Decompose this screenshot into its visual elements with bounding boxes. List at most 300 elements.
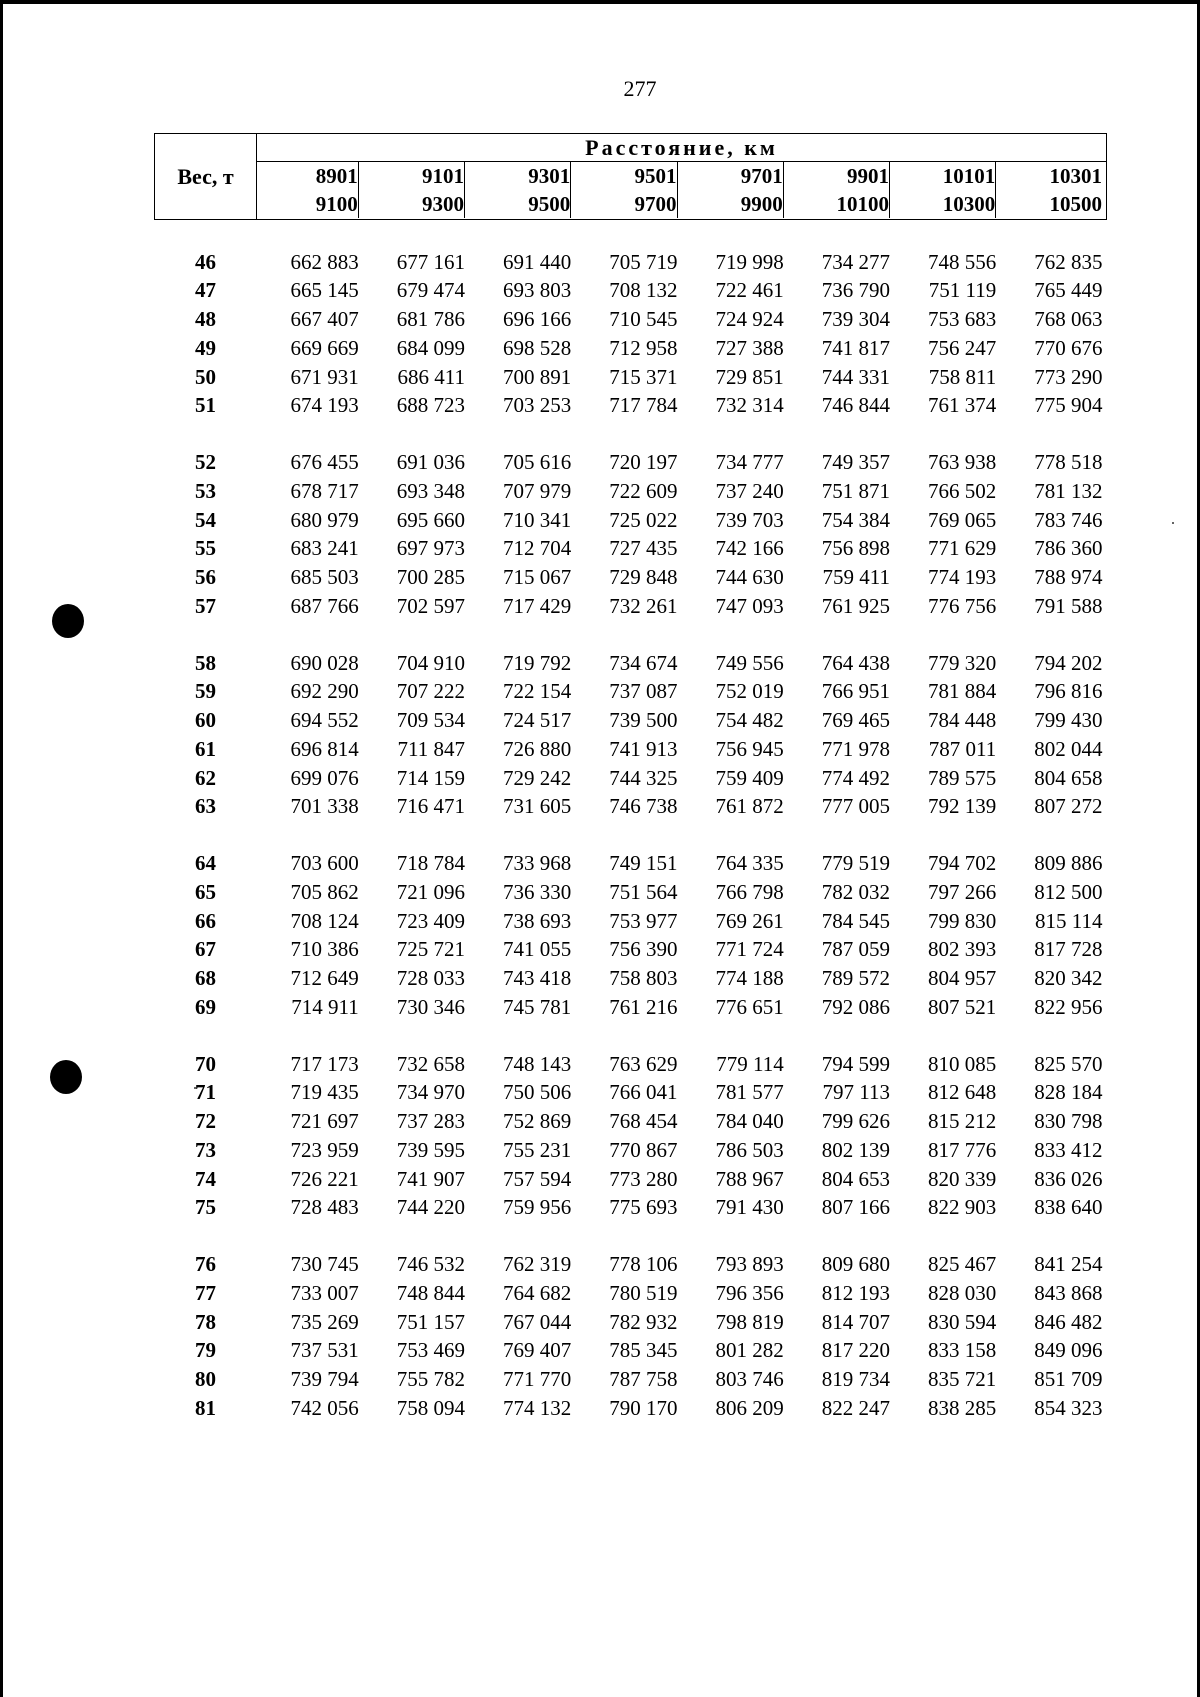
scan-speck (1172, 522, 1174, 524)
table-row (155, 649, 1107, 678)
tariff-cell: 748 143 (503, 1051, 572, 1076)
range-to: 9300 (363, 190, 465, 218)
weight-cell: 74 (195, 1166, 216, 1191)
tariff-cell: 822 247 (821, 1395, 890, 1420)
distance-range-header (257, 162, 363, 220)
tariff-cell: 728 033 (396, 966, 465, 990)
tariff-cell: 768 454 (609, 1109, 678, 1133)
tariff-cell: 807 166 (821, 1195, 890, 1220)
tariff-cell: 799 626 (821, 1109, 890, 1133)
tariff-cell: 734 777 (715, 450, 784, 474)
tariff-cell: 796 816 (1034, 679, 1103, 704)
tariff-cell: 676 455 (290, 450, 359, 474)
weight-cell: 76 (195, 1252, 216, 1276)
tariff-cell: 694 552 (290, 708, 359, 732)
tariff-cell: 825 467 (928, 1252, 997, 1276)
tariff-cell: 730 346 (396, 994, 465, 1019)
tariff-cell: 680 979 (290, 507, 359, 532)
tariff-cell: 729 851 (715, 364, 784, 389)
tariff-cell: 717 784 (609, 393, 678, 418)
range-to: 10100 (788, 190, 890, 218)
tariff-cell: 766 951 (821, 679, 890, 704)
tariff-cell: 758 803 (609, 966, 678, 990)
tariff-cell: 699 076 (290, 765, 359, 790)
tariff-cell: 733 968 (503, 851, 572, 875)
tariff-cell: 784 545 (821, 908, 890, 933)
tariff-cell: 817 776 (928, 1137, 997, 1162)
tariff-cell: 671 931 (290, 364, 359, 389)
tariff-cell: 761 872 (715, 794, 784, 819)
tariff-cell: 746 532 (396, 1252, 465, 1276)
tariff-cell: 749 151 (609, 851, 678, 875)
tariff-cell: 677 161 (396, 249, 465, 274)
tariff-cell: 742 166 (715, 536, 784, 561)
tariff-cell: 774 492 (821, 765, 890, 790)
tariff-cell: 789 575 (928, 765, 997, 790)
tariff-cell: 774 188 (715, 966, 784, 990)
tariff-cell: 838 285 (928, 1395, 997, 1420)
tariff-cell: 693 803 (503, 278, 572, 303)
tariff-cell: 771 724 (715, 937, 784, 962)
tariff-cell: 751 871 (821, 478, 890, 503)
distance-range-header (363, 162, 469, 220)
tariff-cell: 748 556 (928, 249, 997, 274)
tariff-cell: 794 202 (1034, 650, 1103, 675)
tariff-cell: 788 974 (1034, 565, 1103, 589)
tariff-table (154, 133, 1107, 1423)
weight-column-header: Вес, т (155, 134, 257, 220)
tariff-cell: 691 440 (503, 249, 572, 274)
table-row (155, 706, 1107, 735)
table-row (155, 1050, 1107, 1079)
tariff-cell: 753 469 (396, 1338, 465, 1363)
row-spacer (155, 821, 1107, 849)
tariff-cell: 794 599 (821, 1051, 890, 1076)
tariff-cell: 771 978 (821, 736, 890, 761)
tariff-cell: 763 629 (609, 1051, 678, 1076)
tariff-cell: 751 564 (609, 879, 678, 904)
tariff-cell: 825 570 (1034, 1051, 1103, 1076)
tariff-cell: 721 096 (396, 879, 465, 904)
tariff-cell: 759 956 (503, 1195, 572, 1220)
tariff-cell: 776 756 (928, 593, 997, 618)
tariff-cell: 761 374 (928, 393, 997, 418)
tariff-cell: 734 970 (396, 1080, 465, 1105)
tariff-cell: 758 811 (928, 364, 997, 389)
tariff-cell: 741 907 (396, 1166, 465, 1191)
tariff-cell: 758 094 (396, 1395, 465, 1420)
tariff-cell: 752 869 (503, 1109, 572, 1133)
tariff-cell: 722 609 (609, 478, 678, 503)
tariff-cell: 791 430 (715, 1195, 784, 1220)
tariff-cell: 712 958 (609, 335, 678, 360)
tariff-cell: 804 658 (1034, 765, 1103, 790)
tariff-cell: 771 770 (503, 1367, 572, 1391)
table-row (155, 448, 1107, 477)
tariff-cell: 785 345 (609, 1338, 678, 1363)
tariff-cell: 715 371 (609, 364, 678, 389)
tariff-cell: 724 924 (715, 307, 784, 331)
tariff-cell: 782 032 (821, 879, 890, 904)
tariff-cell: 793 893 (715, 1252, 784, 1276)
tariff-cell: 788 967 (715, 1166, 784, 1191)
tariff-cell: 722 154 (503, 679, 572, 704)
table-row (155, 964, 1107, 993)
range-from: 9501 (575, 162, 677, 190)
tariff-cell: 727 435 (609, 536, 678, 561)
table-row (155, 1308, 1107, 1337)
tariff-cell: 751 157 (396, 1309, 465, 1334)
tariff-cell: 701 338 (290, 794, 359, 819)
tariff-cell: 719 435 (290, 1080, 359, 1105)
row-spacer (155, 420, 1107, 448)
distance-header: Расстояние, км (257, 134, 1107, 162)
tariff-cell: 748 844 (396, 1280, 465, 1305)
tariff-cell: 769 261 (715, 908, 784, 933)
weight-cell: 56 (195, 565, 216, 589)
tariff-cell: 807 521 (928, 994, 997, 1019)
tariff-cell: 807 272 (1034, 794, 1103, 819)
tariff-cell: 769 065 (928, 507, 997, 532)
tariff-cell: 787 059 (821, 937, 890, 962)
tariff-cell: 716 471 (396, 794, 465, 819)
tariff-cell: 802 393 (928, 937, 997, 962)
weight-cell: 54 (195, 507, 216, 532)
tariff-cell: 836 026 (1034, 1166, 1103, 1191)
tariff-cell: 759 411 (822, 565, 890, 589)
tariff-cell: 851 709 (1034, 1367, 1103, 1391)
range-from: 9101 (363, 162, 465, 190)
table-row (155, 534, 1107, 563)
tariff-cell: 727 388 (715, 335, 784, 360)
tariff-cell: 835 721 (928, 1367, 997, 1391)
tariff-cell: 820 339 (928, 1166, 997, 1191)
tariff-cell: 763 938 (928, 450, 997, 474)
tariff-cell: 812 648 (928, 1080, 997, 1105)
weight-cell: 66 (195, 908, 216, 933)
punch-hole (50, 1060, 82, 1094)
tariff-cell: 770 867 (609, 1137, 678, 1162)
tariff-cell: 767 044 (503, 1309, 572, 1334)
tariff-cell: 730 745 (290, 1252, 359, 1276)
tariff-cell: 709 534 (396, 708, 465, 732)
tariff-cell: 703 253 (503, 393, 572, 418)
weight-cell: 63 (195, 794, 216, 819)
weight-cell: 47 (195, 278, 216, 303)
weight-cell: 64 (195, 851, 216, 875)
tariff-cell: 812 193 (821, 1280, 890, 1305)
row-spacer (155, 1022, 1107, 1050)
tariff-cell: 794 702 (928, 851, 997, 875)
tariff-cell: 744 630 (715, 565, 784, 589)
tariff-cell: 754 384 (821, 507, 890, 532)
tariff-cell: 726 880 (503, 736, 572, 761)
tariff-cell: 789 572 (821, 966, 890, 990)
weight-cell: 51 (195, 393, 216, 418)
tariff-cell: 833 158 (928, 1338, 997, 1363)
table-row (155, 1078, 1107, 1107)
tariff-cell: 764 682 (503, 1280, 572, 1305)
tariff-cell: 819 734 (821, 1367, 890, 1391)
tariff-cell: 755 782 (396, 1367, 465, 1391)
tariff-cell: 698 528 (503, 335, 572, 360)
tariff-cell: 662 883 (290, 249, 359, 274)
distance-range-header (894, 162, 1000, 220)
distance-range-header (469, 162, 575, 220)
distance-range-header (788, 162, 894, 220)
tariff-cell: 736 790 (821, 278, 890, 303)
tariff-cell: 790 170 (609, 1395, 678, 1420)
tariff-cell: 681 786 (396, 307, 465, 331)
weight-cell: 46 (195, 249, 216, 274)
table-row (155, 592, 1107, 621)
tariff-cell: 746 844 (821, 393, 890, 418)
tariff-cell: 846 482 (1034, 1309, 1103, 1334)
tariff-cell: 734 674 (609, 650, 678, 675)
scan-border-left (0, 0, 3, 1697)
tariff-cell: 744 220 (396, 1195, 465, 1220)
tariff-cell: 815 114 (1035, 908, 1103, 933)
tariff-cell: 780 519 (609, 1280, 678, 1305)
tariff-cell: 817 220 (821, 1338, 890, 1363)
weight-cell: 77 (195, 1280, 216, 1305)
tariff-cell: 731 605 (503, 794, 572, 819)
tariff-cell: 724 517 (503, 708, 572, 732)
tariff-cell: 723 409 (396, 908, 465, 933)
tariff-cell: 830 594 (928, 1309, 997, 1334)
tariff-cell: 810 085 (928, 1051, 997, 1076)
tariff-cell: 775 904 (1034, 393, 1103, 418)
weight-cell: 72 (195, 1109, 216, 1133)
tariff-cell: 700 891 (503, 364, 572, 389)
tariff-cell: 817 728 (1034, 937, 1103, 962)
tariff-cell: 707 222 (396, 679, 465, 704)
tariff-cell: 841 254 (1034, 1252, 1103, 1276)
tariff-cell: 822 903 (928, 1195, 997, 1220)
tariff-cell: 744 331 (821, 364, 890, 389)
tariff-cell: 770 676 (1034, 335, 1103, 360)
tariff-cell: 843 868 (1034, 1280, 1103, 1305)
distance-range-header (682, 162, 788, 220)
table-row (155, 248, 1107, 277)
tariff-cell: 726 221 (290, 1166, 359, 1191)
tariff-cell: 739 595 (396, 1137, 465, 1162)
weight-cell: 71 (195, 1080, 216, 1105)
tariff-cell: 732 314 (715, 393, 784, 418)
tariff-cell: 778 518 (1034, 450, 1103, 474)
table-row (155, 764, 1107, 793)
table-row (155, 1394, 1107, 1423)
table-row (155, 305, 1107, 334)
tariff-cell: 791 588 (1034, 593, 1103, 618)
distance-range-header (1000, 162, 1106, 220)
tariff-cell: 691 036 (396, 450, 465, 474)
tariff-cell: 781 132 (1034, 478, 1103, 503)
table-row (155, 849, 1107, 878)
tariff-cell: 746 738 (609, 794, 678, 819)
tariff-cell: 745 781 (503, 994, 572, 1019)
tariff-cell: 720 197 (609, 450, 678, 474)
tariff-cell: 754 482 (715, 708, 784, 732)
row-spacer (155, 621, 1107, 649)
tariff-cell: 741 817 (821, 335, 890, 360)
tariff-cell: 784 448 (928, 708, 997, 732)
tariff-cell: 803 746 (715, 1367, 784, 1391)
weight-cell: 48 (195, 307, 216, 331)
table-row (155, 677, 1107, 706)
tariff-cell: 739 500 (609, 708, 678, 732)
tariff-cell: 786 503 (715, 1137, 784, 1162)
weight-cell: 67 (195, 937, 216, 962)
tariff-cell: 761 925 (821, 593, 890, 618)
tariff-cell: 815 212 (928, 1109, 997, 1133)
tariff-cell: 742 056 (290, 1395, 359, 1420)
tariff-cell: 774 132 (503, 1395, 572, 1420)
range-from: 9901 (788, 162, 890, 190)
tariff-cell: 718 784 (396, 851, 465, 875)
weight-cell: 55 (195, 536, 216, 561)
table-row (155, 506, 1107, 535)
weight-cell: 58 (195, 650, 216, 675)
tariff-cell: 729 242 (503, 765, 572, 790)
tariff-cell: 762 835 (1034, 249, 1103, 274)
tariff-cell: 775 693 (609, 1195, 678, 1220)
tariff-cell: 779 114 (716, 1051, 784, 1076)
tariff-cell: 787 758 (609, 1367, 678, 1391)
range-to: 9900 (682, 190, 784, 218)
table-row (155, 1165, 1107, 1194)
weight-cell: 79 (195, 1338, 216, 1363)
weight-cell: 52 (195, 450, 216, 474)
tariff-cell: 766 798 (715, 879, 784, 904)
tariff-cell: 725 721 (396, 937, 465, 962)
tariff-cell: 753 977 (609, 908, 678, 933)
weight-cell: 62 (195, 765, 216, 790)
table-row (155, 276, 1107, 305)
tariff-cell: 714 159 (396, 765, 465, 790)
tariff-cell: 779 320 (928, 650, 997, 675)
tariff-cell: 739 703 (715, 507, 784, 532)
weight-cell: 65 (195, 879, 216, 904)
tariff-cell: 759 409 (715, 765, 784, 790)
tariff-cell: 696 166 (503, 307, 572, 331)
table-row (155, 477, 1107, 506)
weight-cell: 80 (195, 1367, 216, 1391)
tariff-cell: 774 193 (928, 565, 997, 589)
tariff-cell: 732 261 (609, 593, 678, 618)
tariff-cell: 797 266 (928, 879, 997, 904)
tariff-cell: 736 330 (503, 879, 572, 904)
tariff-cell: 756 390 (609, 937, 678, 962)
tariff-cell: 704 910 (396, 650, 465, 675)
tariff-cell: 723 959 (290, 1137, 359, 1162)
weight-cell: 69 (195, 994, 216, 1019)
tariff-cell: 683 241 (290, 536, 359, 561)
weight-cell: 70 (195, 1051, 216, 1076)
tariff-cell: 729 848 (609, 565, 678, 589)
tariff-cell: 741 055 (503, 937, 572, 962)
tariff-cell: 693 348 (396, 478, 465, 503)
tariff-cell: 695 660 (396, 507, 465, 532)
tariff-cell: 741 913 (609, 736, 678, 761)
tariff-cell: 737 087 (609, 679, 678, 704)
tariff-cell: 692 290 (290, 679, 359, 704)
page-number: 277 (623, 76, 657, 101)
row-spacer (155, 1222, 1107, 1250)
tariff-cell: 737 283 (396, 1109, 465, 1133)
tariff-cell: 685 503 (290, 565, 359, 589)
tariff-cell: 804 957 (928, 966, 997, 990)
weight-cell: 53 (195, 478, 216, 503)
tariff-cell: 717 173 (290, 1051, 359, 1076)
range-to: 9500 (469, 190, 571, 218)
tariff-cell: 830 798 (1034, 1109, 1103, 1133)
tariff-cell: 828 030 (928, 1280, 997, 1305)
range-from: 8901 (257, 162, 359, 190)
tariff-cell: 669 669 (290, 335, 359, 360)
tariff-cell: 776 651 (715, 994, 784, 1019)
range-to: 10300 (894, 190, 996, 218)
tariff-cell: 751 119 (928, 278, 997, 303)
tariff-cell: 674 193 (290, 393, 359, 418)
tariff-cell: 744 325 (609, 765, 678, 790)
table-row (155, 878, 1107, 907)
tariff-cell: 710 386 (290, 937, 359, 962)
distance-range-header (575, 162, 681, 220)
tariff-cell: 783 746 (1034, 507, 1103, 532)
range-from: 9301 (469, 162, 571, 190)
tariff-cell: 769 407 (503, 1338, 572, 1363)
tariff-cell: 717 429 (503, 593, 572, 618)
tariff-cell: 755 231 (503, 1137, 572, 1162)
weight-cell: 59 (195, 679, 216, 704)
weight-cell: 78 (195, 1309, 216, 1334)
range-to: 9700 (575, 190, 677, 218)
tariff-cell: 714 911 (291, 994, 359, 1019)
tariff-cell: 738 693 (503, 908, 572, 933)
tariff-cell: 750 506 (503, 1080, 572, 1105)
tariff-cell: 777 005 (821, 794, 890, 819)
tariff-cell: 710 341 (503, 507, 572, 532)
row-spacer (155, 220, 1107, 248)
tariff-cell: 690 028 (290, 650, 359, 675)
tariff-cell: 809 680 (821, 1252, 890, 1276)
table-row (155, 363, 1107, 392)
tariff-cell: 802 044 (1034, 736, 1103, 761)
weight-cell: 61 (195, 736, 216, 761)
tariff-cell: 762 319 (503, 1252, 572, 1276)
table-row (155, 1107, 1107, 1136)
table-row (155, 563, 1107, 592)
tariff-cell: 734 277 (821, 249, 890, 274)
weight-cell: 60 (195, 708, 216, 732)
range-from: 10301 (1049, 164, 1102, 188)
tariff-cell: 752 019 (715, 679, 784, 704)
tariff-cell: 820 342 (1034, 966, 1103, 990)
tariff-cell: 771 629 (928, 536, 997, 561)
range-from: 10101 (894, 162, 996, 190)
tariff-cell: 688 723 (396, 393, 465, 418)
tariff-cell: 797 113 (822, 1080, 890, 1105)
tariff-cell: 801 282 (715, 1338, 784, 1363)
tariff-cell: 737 240 (715, 478, 784, 503)
table-row (155, 792, 1107, 821)
table-row (155, 1365, 1107, 1394)
tariff-cell: 686 411 (397, 364, 465, 389)
tariff-cell: 802 139 (821, 1137, 890, 1162)
tariff-cell: 696 814 (290, 736, 359, 761)
tariff-cell: 743 418 (503, 966, 572, 990)
